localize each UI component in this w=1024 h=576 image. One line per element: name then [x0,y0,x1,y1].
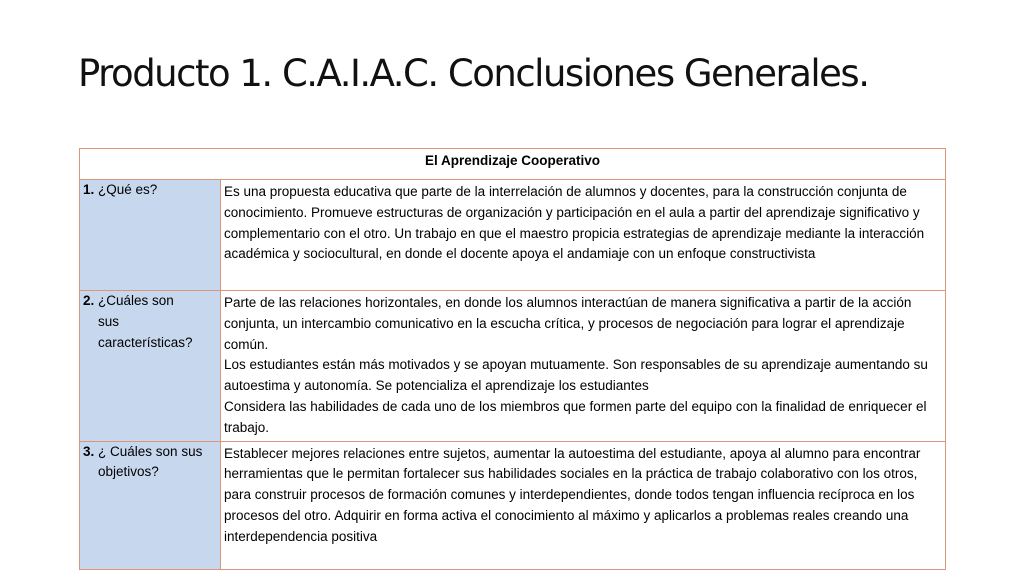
answer-paragraph: Establecer mejores relaciones entre sujetos, aumentar la autoestima del estudiante, apoya al alumno para encontrar herramientas que le permitan fortalecer sus habilidades sociales en la práctica de trabajo colaborativo con los otros, para construir procesos de formación comunes y interdependientes, donde todos tengan influencia recíproca en los procesos del otro. Adquirir en forma activa el conocimiento al máximo y aplicarlos a problemas reales creando una interdependencia positiva [224,445,921,544]
question-text: características? [98,334,193,350]
question-number: 3. [83,443,95,459]
answer-cell [221,291,946,442]
table-header-row [80,149,946,180]
answer-paragraph: Parte de las relaciones horizontales, en donde los alumnos interactúan de manera significativa a partir de la acción conjunta, un intercambio comunicativo en la escucha crítica, y procesos de negociación para lograr el aprendizaje común. [224,295,912,352]
question-text: ¿ Cuáles son sus [98,443,203,459]
answer-paragraph: Los estudiantes están más motivados y se apoyan mutuamente. Son responsables de su aprendizaje aumentando su autoestima y autonomía. Se potencializa el aprendizaje los estudiantes [224,357,928,394]
answer-paragraph: Es una propuesta educativa que parte de la interrelación de alumnos y docentes, para la construcción conjunta de conocimiento. Promueve estructuras de organización y participación en el aula a partir del aprendizaje significativo y complementario con el otro. Un trabajo en que el maestro propicia estrategias de aprendizaje mediante la interacción académica y sociocultural, en donde el docente apoya el andamiaje con un enfoque constructivista [224,184,925,262]
question-cell [80,291,221,442]
question-text: sus [98,313,120,329]
question-text: objetivos? [98,464,159,480]
table-row [80,441,946,569]
answer-cell [221,441,946,569]
question-number: 2. [83,293,95,308]
cooperative-learning-table [79,148,946,570]
question-cell [80,441,221,569]
slide-title: Producto 1. C.A.I.A.C. Conclusiones Generales. [78,52,869,95]
answer-paragraph: Considera las habilidades de cada uno de los miembros que formen parte del equipo con la finalidad de enriquecer el trabajo. [224,398,927,435]
question-text: ¿Qué es? [98,182,158,197]
table-header: El Aprendizaje Cooperativo [80,149,946,180]
question-text: ¿Cuáles son [98,293,174,308]
question-cell [80,180,221,291]
table-row [80,180,946,291]
question-number: 1. [83,182,95,197]
answer-cell [221,180,946,291]
table-row [80,291,946,442]
